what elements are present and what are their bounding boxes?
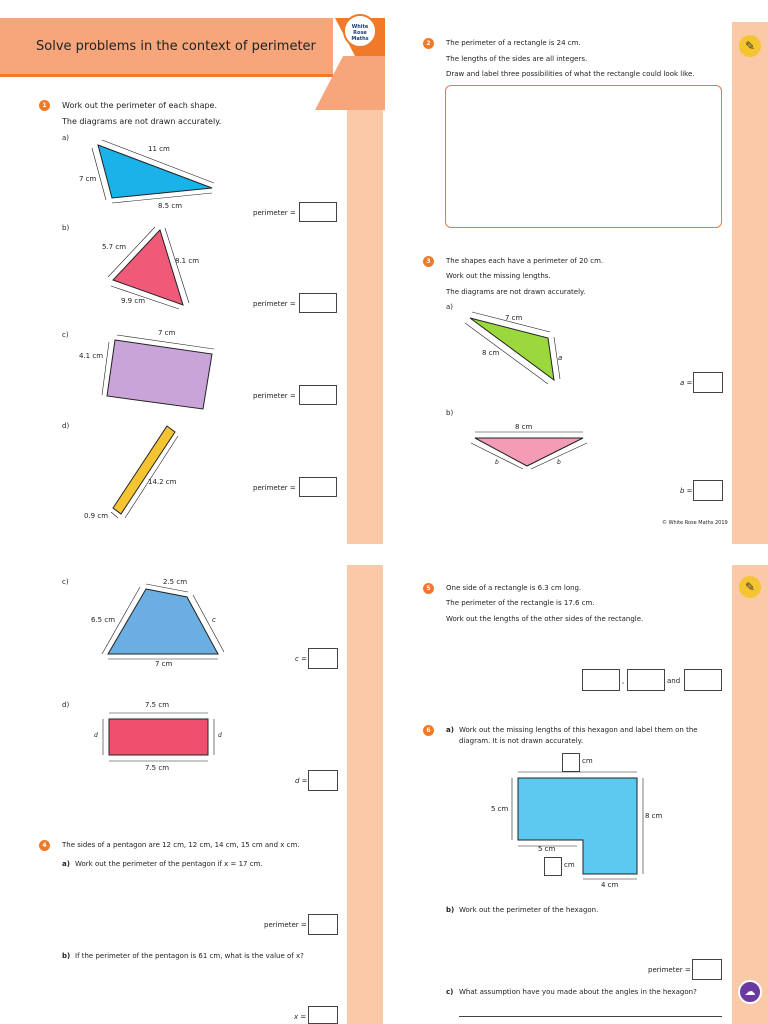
part-label: b) [62, 224, 70, 232]
q6a-text2: diagram. It is not drawn accurately. [459, 737, 584, 745]
triangle-b [105, 225, 195, 310]
answer-label: b = [680, 487, 693, 495]
answer-box-4b[interactable] [308, 1006, 338, 1024]
q1-line1: Work out the perimeter of each shape. [62, 101, 218, 110]
answer-label: perimeter = [264, 921, 307, 929]
q5-line2: The perimeter of the rectangle is 17.6 cm. [446, 599, 595, 607]
page-title: Solve problems in the context of perimeter [36, 39, 316, 54]
label-b-right: b [557, 459, 561, 466]
label-5cm-inner: 5 cm [538, 845, 556, 853]
answer-label: c = [295, 655, 307, 663]
label-5cm-left: 5 cm [491, 805, 509, 813]
sidebar-strip-tr [732, 22, 768, 544]
answer-box-1b[interactable] [299, 293, 337, 313]
q1-line2: The diagrams are not drawn accurately. [62, 117, 222, 126]
speech-bubble-icon: ☁ [738, 980, 762, 1004]
part-label: b) [446, 409, 454, 417]
answer-label: perimeter = [253, 209, 296, 217]
parallelogram-c [100, 332, 220, 412]
drawing-area[interactable] [445, 85, 722, 228]
logo-text: White Rose Maths [351, 24, 369, 42]
answer-label: x = [294, 1013, 307, 1021]
hexagon-inner-box[interactable] [544, 857, 562, 876]
part-label: a) [446, 303, 454, 311]
q3-line1: The shapes each have a perimeter of 20 cm. [446, 257, 604, 265]
label-7cm: 7 cm [155, 660, 173, 668]
q2-line3: Draw and label three possibilities of what the rectangle could look like. [446, 70, 695, 78]
label-b-left: b [495, 459, 499, 466]
question-number-4: 4 [39, 840, 50, 851]
q5-line1: One side of a rectangle is 6.3 cm long. [446, 584, 582, 592]
q3-line2: Work out the missing lengths. [446, 272, 551, 280]
label-11cm: 11 cm [148, 145, 170, 153]
answer-box-6b[interactable] [692, 959, 722, 980]
part-label: d) [62, 422, 70, 430]
label-7-5cm-bottom: 7.5 cm [145, 764, 170, 772]
q4a-text: Work out the perimeter of the pentagon if x = 17 cm. [75, 860, 263, 868]
pencil-icon: ✎ [739, 576, 761, 598]
answer-label: d = [295, 777, 308, 785]
q2-line2: The lengths of the sides are all integers. [446, 55, 588, 63]
label-8-1cm: 8.1 cm [175, 257, 200, 265]
label-4-1cm: 4.1 cm [79, 352, 104, 360]
triangle-3b [465, 428, 595, 473]
answer-line-6c[interactable] [459, 1016, 722, 1017]
answer-box-3b[interactable] [693, 480, 723, 501]
q5-line3: Work out the lengths of the other sides of the rectangle. [446, 615, 644, 623]
q3-line3: The diagrams are not drawn accurately. [446, 288, 586, 296]
label-7-5cm-top: 7.5 cm [145, 701, 170, 709]
answer-label: a = [680, 379, 693, 387]
answer-box-5a[interactable] [582, 669, 620, 691]
answer-box-3c[interactable] [308, 648, 338, 669]
q2-line1: The perimeter of a rectangle is 24 cm. [446, 39, 581, 47]
answer-box-3a[interactable] [693, 372, 723, 393]
question-number-6: 6 [423, 725, 434, 736]
trapezoid-3c [100, 582, 230, 662]
answer-box-1c[interactable] [299, 385, 337, 405]
pencil-icon: ✎ [739, 35, 761, 57]
and-separator: and [667, 677, 681, 685]
q4-line1: The sides of a pentagon are 12 cm, 12 cm, 14 cm, 15 cm and x cm. [62, 841, 300, 849]
answer-box-1d[interactable] [299, 477, 337, 497]
comma-separator: , [622, 677, 625, 685]
label-9-9cm: 9.9 cm [121, 297, 146, 305]
q4b-part: b) [62, 952, 71, 960]
strip-d [105, 422, 185, 522]
question-number-1: 1 [39, 100, 50, 111]
label-6-5cm: 6.5 cm [91, 616, 116, 624]
answer-box-5b[interactable] [627, 669, 665, 691]
part-label: d) [62, 701, 70, 709]
q6a-text1: Work out the missing lengths of this hexagon and label them on the [459, 726, 698, 734]
label-7cm: 7 cm [505, 314, 523, 322]
part-label: c) [62, 578, 69, 586]
label-14-2cm: 14.2 cm [148, 478, 177, 486]
q4a-part: a) [62, 860, 70, 868]
q6b-part: b) [446, 906, 455, 914]
label-8cm: 8 cm [482, 349, 500, 357]
hexagon-l-shape [505, 768, 655, 883]
label-2-5cm: 2.5 cm [163, 578, 188, 586]
question-number-5: 5 [423, 583, 434, 594]
q6b-text: Work out the perimeter of the hexagon. [459, 906, 599, 914]
label-7cm: 7 cm [79, 175, 97, 183]
answer-label: perimeter = [253, 392, 296, 400]
answer-label: perimeter = [253, 484, 296, 492]
answer-box-3d[interactable] [308, 770, 338, 791]
label-0-9cm: 0.9 cm [84, 512, 109, 520]
label-8cm-right: 8 cm [645, 812, 663, 820]
sidebar-strip-tl [347, 110, 383, 544]
answer-box-1a[interactable] [299, 202, 337, 222]
label-a: a [558, 354, 563, 362]
sidebar-strip-bl [347, 565, 383, 1024]
q6a-part: a) [446, 726, 454, 734]
q4b-text: If the perimeter of the pentagon is 61 cm, what is the value of x? [75, 952, 304, 960]
answer-label: perimeter = [648, 966, 691, 974]
label-4cm-bottom: 4 cm [601, 881, 619, 889]
part-label: c) [62, 331, 69, 339]
q6c-text: What assumption have you made about the angles in the hexagon? [459, 988, 697, 996]
label-d-right: d [218, 732, 222, 739]
label-d-left: d [94, 732, 98, 739]
top-unit: cm [582, 757, 593, 765]
q6c-part: c) [446, 988, 454, 996]
sidebar-strip-br [732, 565, 768, 1024]
label-c: c [212, 616, 216, 624]
inner-unit: cm [564, 861, 575, 869]
question-number-3: 3 [423, 256, 434, 267]
answer-box-5c[interactable] [684, 669, 722, 691]
answer-box-4a[interactable] [308, 914, 338, 935]
answer-label: perimeter = [253, 300, 296, 308]
label-8-5cm: 8.5 cm [158, 202, 183, 210]
question-number-2: 2 [423, 38, 434, 49]
copyright: © White Rose Maths 2019 [662, 520, 728, 526]
label-8cm: 8 cm [515, 423, 533, 431]
part-label: a) [62, 134, 70, 142]
label-5-7cm: 5.7 cm [102, 243, 127, 251]
label-7cm: 7 cm [158, 329, 176, 337]
rectangle-3d [100, 708, 220, 766]
